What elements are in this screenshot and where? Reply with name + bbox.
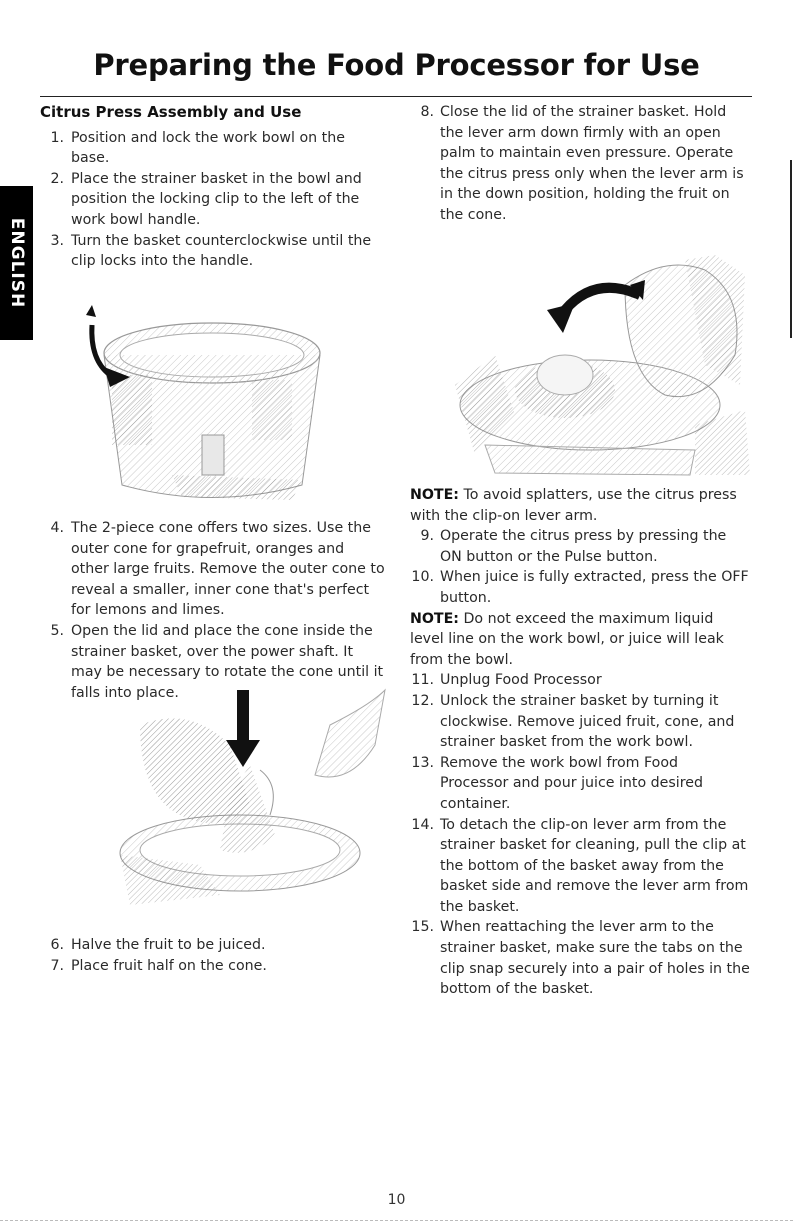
left-column-top <box>40 102 385 272</box>
step-item <box>410 753 750 815</box>
step-number: 8. <box>420 104 434 120</box>
right-column-bottom <box>410 485 750 1000</box>
step-item <box>410 670 750 691</box>
left-column-middle <box>40 518 385 703</box>
step-item <box>410 691 750 753</box>
step-number: 2. <box>50 170 64 187</box>
step-item <box>40 128 385 169</box>
step-text: When juice is fully extracted, press the OFF button. <box>440 569 749 606</box>
step-number: 6. <box>50 937 64 953</box>
step-number: 1. <box>50 129 64 146</box>
step-item <box>410 815 750 918</box>
step-text: The 2-piece cone offers two sizes. Use the outer cone for grapefruit, oranges and other large fruits. Remove the outer cone to reveal a smaller, inner cone that's perfect for lemons and limes. <box>71 520 385 619</box>
step-item <box>40 518 385 621</box>
page-title: Preparing the Food Processor for Use <box>93 48 700 82</box>
step-text: When reattaching the lever arm to the strainer basket, make sure the tabs on the clip snap securely into a pair of holes in the bottom of the basket. <box>440 919 750 998</box>
step-text: Position and lock the work bowl on the base. <box>71 129 345 167</box>
step-text: Turn the basket counterclockwise until the clip locks into the handle. <box>71 232 372 270</box>
step-text: Place fruit half on the cone. <box>71 957 267 974</box>
note-text: To avoid splatters, use the citrus press with the clip-on lever arm. <box>410 487 737 524</box>
step-text: Remove the work bowl from Food Processor and pour juice into desired container. <box>440 754 703 812</box>
step-text: Open the lid and place the cone inside the strainer basket, over the power shaft. It may be necessary to rotate the cone until it falls into place. <box>71 622 384 701</box>
section-heading: Citrus Press Assembly and Use <box>40 103 302 121</box>
step-text: Unplug Food Processor <box>440 672 602 689</box>
page-number: 10 <box>387 1192 406 1208</box>
step-number: 14. <box>411 816 434 833</box>
page-edge <box>0 1220 793 1221</box>
right-column-top <box>410 102 750 226</box>
step-item <box>40 169 385 231</box>
note-label: NOTE: <box>410 487 459 503</box>
step-number: 7. <box>50 957 64 974</box>
step-item <box>410 526 750 567</box>
step-item <box>410 102 750 226</box>
step-item <box>40 935 385 956</box>
note-liquid-level <box>410 609 750 671</box>
lever-arm-illustration <box>455 255 750 480</box>
note-text: Do not exceed the maximum liquid level line on the work bowl, or juice will leak from the bowl. <box>410 610 724 668</box>
step-text: Place the strainer basket in the bowl and position the locking clip to the left of the work bowl handle. <box>71 170 362 228</box>
step-number: 4. <box>50 520 64 536</box>
step-number: 15. <box>411 919 434 936</box>
step-text: Operate the citrus press by pressing the ON button or the Pulse button. <box>440 528 727 565</box>
step-text: Unlock the strainer basket by turning it clockwise. Remove juiced fruit, cone, and strainer basket from the work bowl. <box>440 692 735 751</box>
left-column-bottom <box>40 935 385 976</box>
note-label: NOTE: <box>410 610 459 627</box>
cone-placement-illustration <box>100 685 388 910</box>
step-number: 5. <box>50 622 64 639</box>
step-number: 13. <box>411 754 434 771</box>
step-text: Halve the fruit to be juiced. <box>71 937 266 953</box>
language-tab <box>0 186 33 340</box>
margin-marker <box>790 160 792 338</box>
step-number: 9. <box>420 528 434 545</box>
step-number: 12. <box>411 692 434 709</box>
step-item <box>40 956 385 977</box>
step-number: 10. <box>411 569 434 586</box>
steps-1-3 <box>40 128 385 272</box>
step-number: 11. <box>411 672 434 689</box>
step-item <box>410 917 750 999</box>
step-text: To detach the clip-on lever arm from the strainer basket for cleaning, pull the clip at the bottom of the basket away from the basket side and remove the lever arm from the basket. <box>440 816 749 915</box>
title-rule <box>40 96 752 97</box>
step-number: 3. <box>50 232 64 249</box>
language-tab-label: ENGLISH <box>6 217 27 309</box>
strainer-basket-illustration <box>82 305 330 510</box>
step-item <box>40 231 385 272</box>
note-splatters <box>410 485 750 526</box>
step-text: Close the lid of the strainer basket. Hold the lever arm down firmly with an open palm to maintain even pressure. Operate the citrus press only when the lever arm is in the down position, holding the fruit on the cone. <box>440 104 744 223</box>
step-item <box>410 567 750 608</box>
